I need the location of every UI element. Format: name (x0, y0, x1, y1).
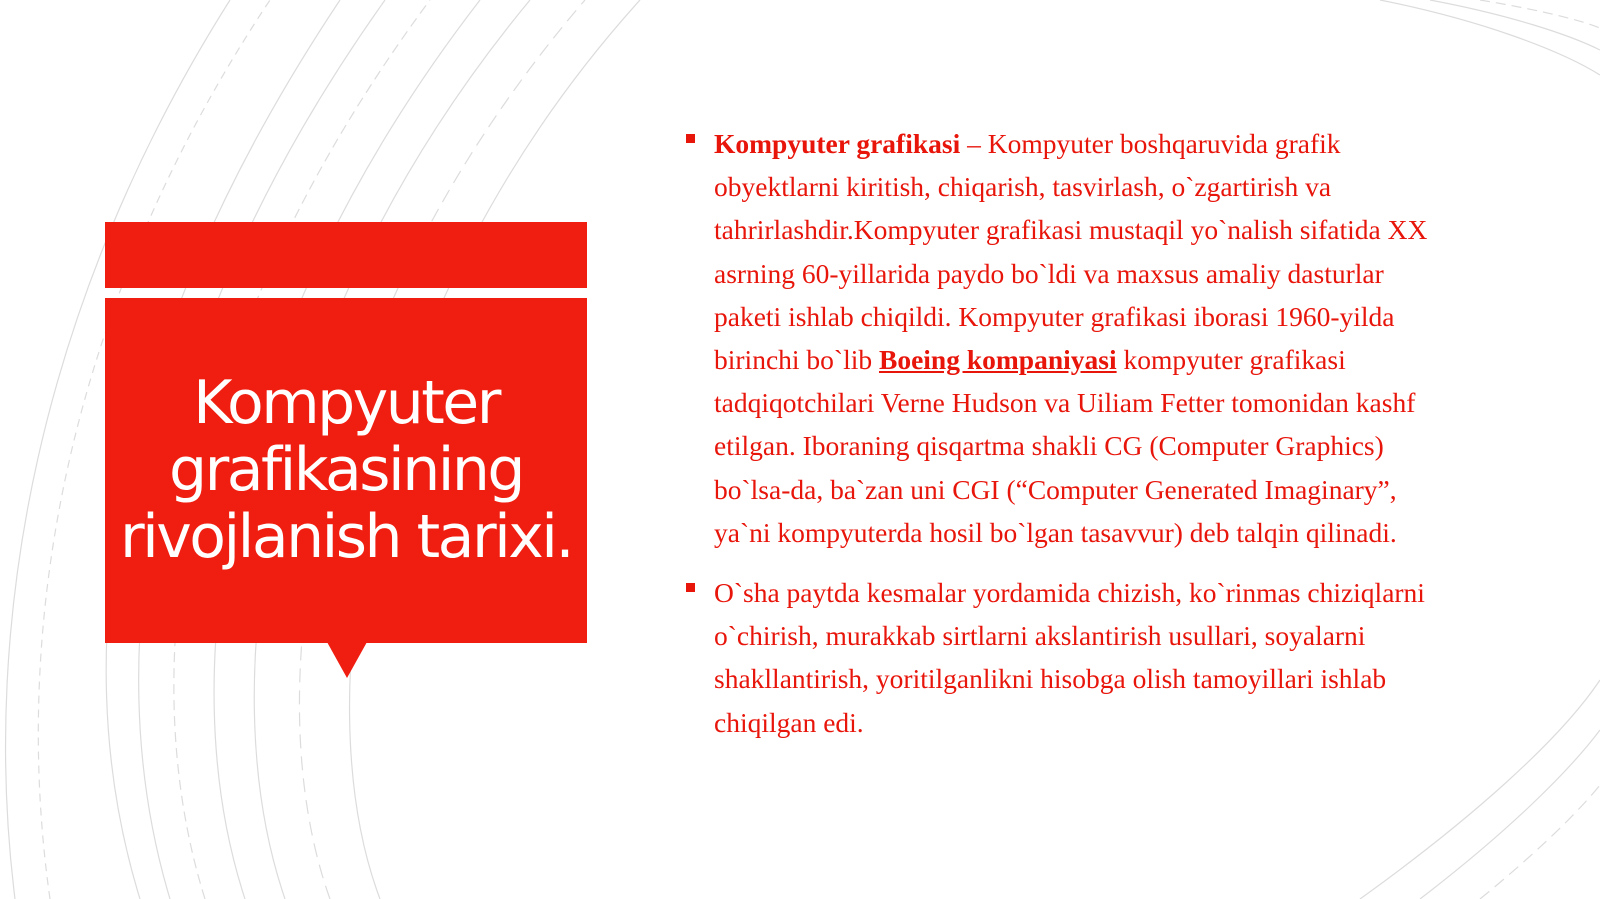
title-accent-bar (105, 222, 587, 288)
paragraph-text: – Kompyuter boshqaruvida grafik obyektlarni kiritish, chiqarish, tasvirlash, o`zgartirish va tahrirlashdir.Kompyuter grafikasi mustaqil yo`nalish sifatida XX asrning 60-yillarida paydo bo`ldi va maxsus amaliy dasturlar paketi ishlab chiqildi. Kompyuter grafikasi iborasi 1960-yilda birinchi bo`lib (714, 128, 1428, 376)
paragraph-methods (686, 571, 1446, 744)
title-pointer (327, 642, 367, 678)
arc-line (1480, 0, 1600, 28)
square-bullet-icon (686, 583, 695, 592)
square-bullet-icon (686, 134, 695, 143)
term-bold: Kompyuter grafikasi (714, 128, 961, 159)
content-body (686, 122, 1446, 761)
slide-title: Kompyuter grafikasining rivojlanish tarixi. (119, 368, 573, 572)
arc-line (1380, 0, 1600, 75)
boeing-link[interactable]: Boeing kompaniyasi (878, 344, 1117, 376)
arc-line (1430, 0, 1600, 50)
title-box (105, 298, 587, 643)
paragraph-text: kompyuter grafikasi tadqiqotchilari Verne Hudson va Uiliam Fetter tomonidan kashf etilgan. Iboraning qisqartma shakli CG (Computer Graphics) bo`lsa-da, ba`zan uni CGI (“Computer Generated Imaginary”, ya`ni kompyuterda hosil bo`lgan tasavvur) deb talqin qilinadi. (714, 344, 1416, 548)
paragraph-definition (686, 122, 1446, 554)
arc-line (1480, 785, 1600, 899)
paragraph-text: O`sha paytda kesmalar yordamida chizish, ko`rinmas chiziqlarni o`chirish, murakkab sirtlarni akslantirish usullari, soyalarni shakllantirish, yoritilganlikni hisobga olish tamoyillari ishlab chiqilgan edi. (714, 577, 1425, 738)
